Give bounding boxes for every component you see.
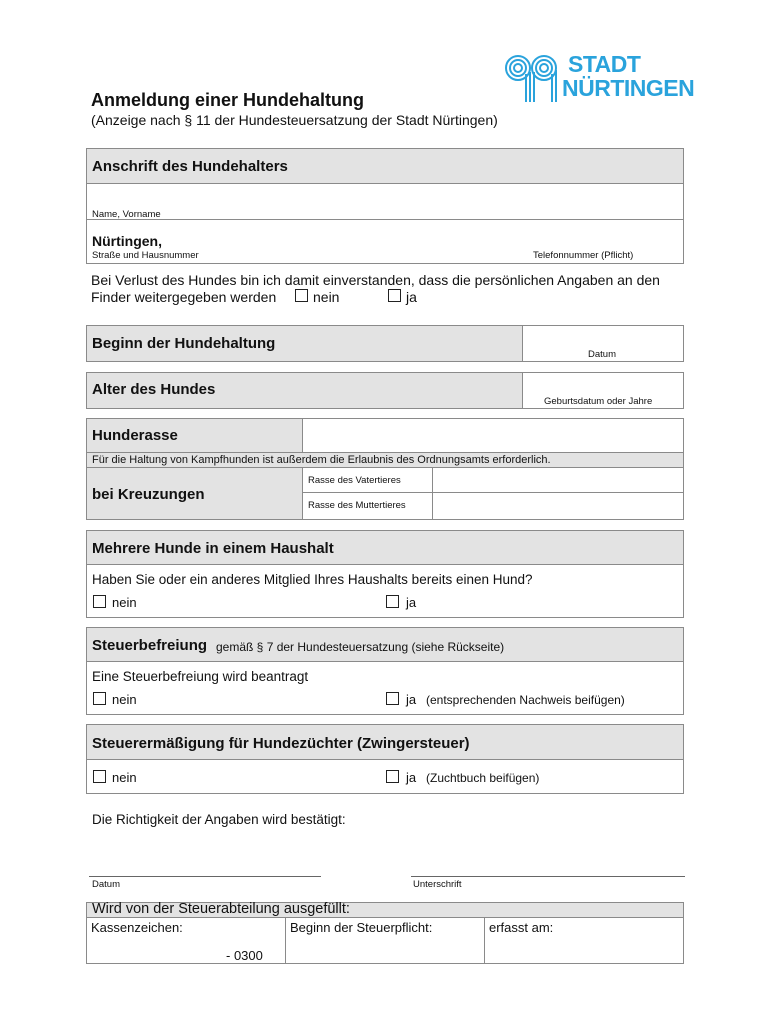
- street-label: Straße und Hausnummer: [92, 250, 199, 261]
- amt-header: Wird von der Steuerabteilung ausgefüllt:: [92, 901, 350, 917]
- ermaessigung-ja-checkbox[interactable]: [386, 770, 399, 783]
- mehrere-ja-checkbox[interactable]: [386, 595, 399, 608]
- verlust-nein-label: nein: [313, 289, 340, 305]
- address-input-area[interactable]: [87, 220, 683, 248]
- ermaessigung-header: Steuerermäßigung für Hundezüchter (Zwingersteuer): [92, 735, 470, 752]
- beginn-date-input[interactable]: [523, 326, 683, 348]
- mehrere-ja-label: ja: [406, 595, 417, 610]
- rasse-input[interactable]: [303, 419, 683, 452]
- name-label: Name, Vorname: [92, 209, 161, 220]
- verlust-ja-checkbox[interactable]: [388, 289, 401, 302]
- befreiung-ja-checkbox[interactable]: [386, 692, 399, 705]
- logo-line-2: NÜRTINGEN: [562, 75, 695, 101]
- city-text: Nürtingen,: [92, 233, 162, 249]
- alter-header: Alter des Hundes: [92, 381, 216, 398]
- verlust-text-1: Bei Verlust des Hundes bin ich damit einverstanden, dass die persönlichen Angaben an den: [91, 272, 660, 288]
- kreuzung-label: bei Kreuzungen: [92, 486, 205, 503]
- befreiung-header-note: gemäß § 7 der Hundesteuersatzung (siehe Rückseite): [216, 640, 505, 654]
- befreiung-ja-note: (entsprechenden Nachweis beifügen): [426, 693, 625, 707]
- befreiung-ja-label: ja: [406, 692, 417, 707]
- page-subtitle: (Anzeige nach § 11 der Hundesteuersatzung der Stadt Nürtingen): [91, 112, 498, 128]
- page-title: Anmeldung einer Hundehaltung: [91, 90, 364, 110]
- mehrere-header: Mehrere Hunde in einem Haushalt: [92, 540, 334, 557]
- beginn-header: Beginn der Hundehaltung: [92, 335, 276, 352]
- rasse-note: Für die Haltung von Kampfhunden ist außerdem die Erlaubnis des Ordnungsamts erforderlich.: [92, 454, 551, 466]
- steuerpflicht-label: Beginn der Steuerpflicht:: [290, 920, 433, 935]
- erfasst-label: erfasst am:: [489, 920, 554, 935]
- datum-label: Datum: [92, 879, 120, 890]
- ermaessigung-nein-label: nein: [112, 770, 137, 785]
- alter-label: Geburtsdatum oder Jahre: [544, 396, 653, 407]
- verlust-text-2: Finder weitergegeben werden: [91, 289, 277, 305]
- befreiung-header: Steuerbefreiung: [92, 637, 208, 654]
- logo-line-1: STADT: [568, 51, 641, 77]
- anschrift-header: Anschrift des Hundehalters: [92, 158, 288, 175]
- mehrere-question: Haben Sie oder ein anderes Mitglied Ihres Haushalts bereits einen Hund?: [92, 572, 533, 587]
- logo-emblem-icon: [502, 52, 564, 104]
- mutter-label: Rasse des Muttertieres: [308, 500, 406, 511]
- datum-signature-line[interactable]: [89, 876, 321, 877]
- ermaessigung-nein-checkbox[interactable]: [93, 770, 106, 783]
- ermaessigung-ja-note: (Zuchtbuch beifügen): [426, 771, 540, 785]
- vater-input[interactable]: [433, 468, 683, 492]
- beginn-date-label: Datum: [588, 349, 616, 360]
- verlust-nein-checkbox[interactable]: [295, 289, 308, 302]
- vater-label: Rasse des Vatertieres: [308, 475, 401, 486]
- befreiung-text: Eine Steuerbefreiung wird beantragt: [92, 669, 309, 684]
- bestaetigung-text: Die Richtigkeit der Angaben wird bestätigt:: [92, 812, 346, 827]
- mehrere-nein-checkbox[interactable]: [93, 595, 106, 608]
- phone-label: Telefonnummer (Pflicht): [533, 250, 634, 261]
- name-input-area[interactable]: [87, 184, 683, 206]
- alter-input[interactable]: [523, 373, 683, 395]
- mehrere-nein-label: nein: [112, 595, 137, 610]
- mutter-input[interactable]: [433, 493, 683, 519]
- befreiung-nein-checkbox[interactable]: [93, 692, 106, 705]
- kassenzeichen-label: Kassenzeichen:: [91, 920, 183, 935]
- befreiung-nein-label: nein: [112, 692, 137, 707]
- ermaessigung-ja-label: ja: [406, 770, 417, 785]
- rasse-header: Hunderasse: [92, 427, 178, 444]
- kassenzeichen-suffix: - 0300: [226, 948, 263, 963]
- unterschrift-label: Unterschrift: [413, 879, 462, 890]
- verlust-ja-label: ja: [406, 289, 417, 305]
- unterschrift-signature-line[interactable]: [411, 876, 685, 877]
